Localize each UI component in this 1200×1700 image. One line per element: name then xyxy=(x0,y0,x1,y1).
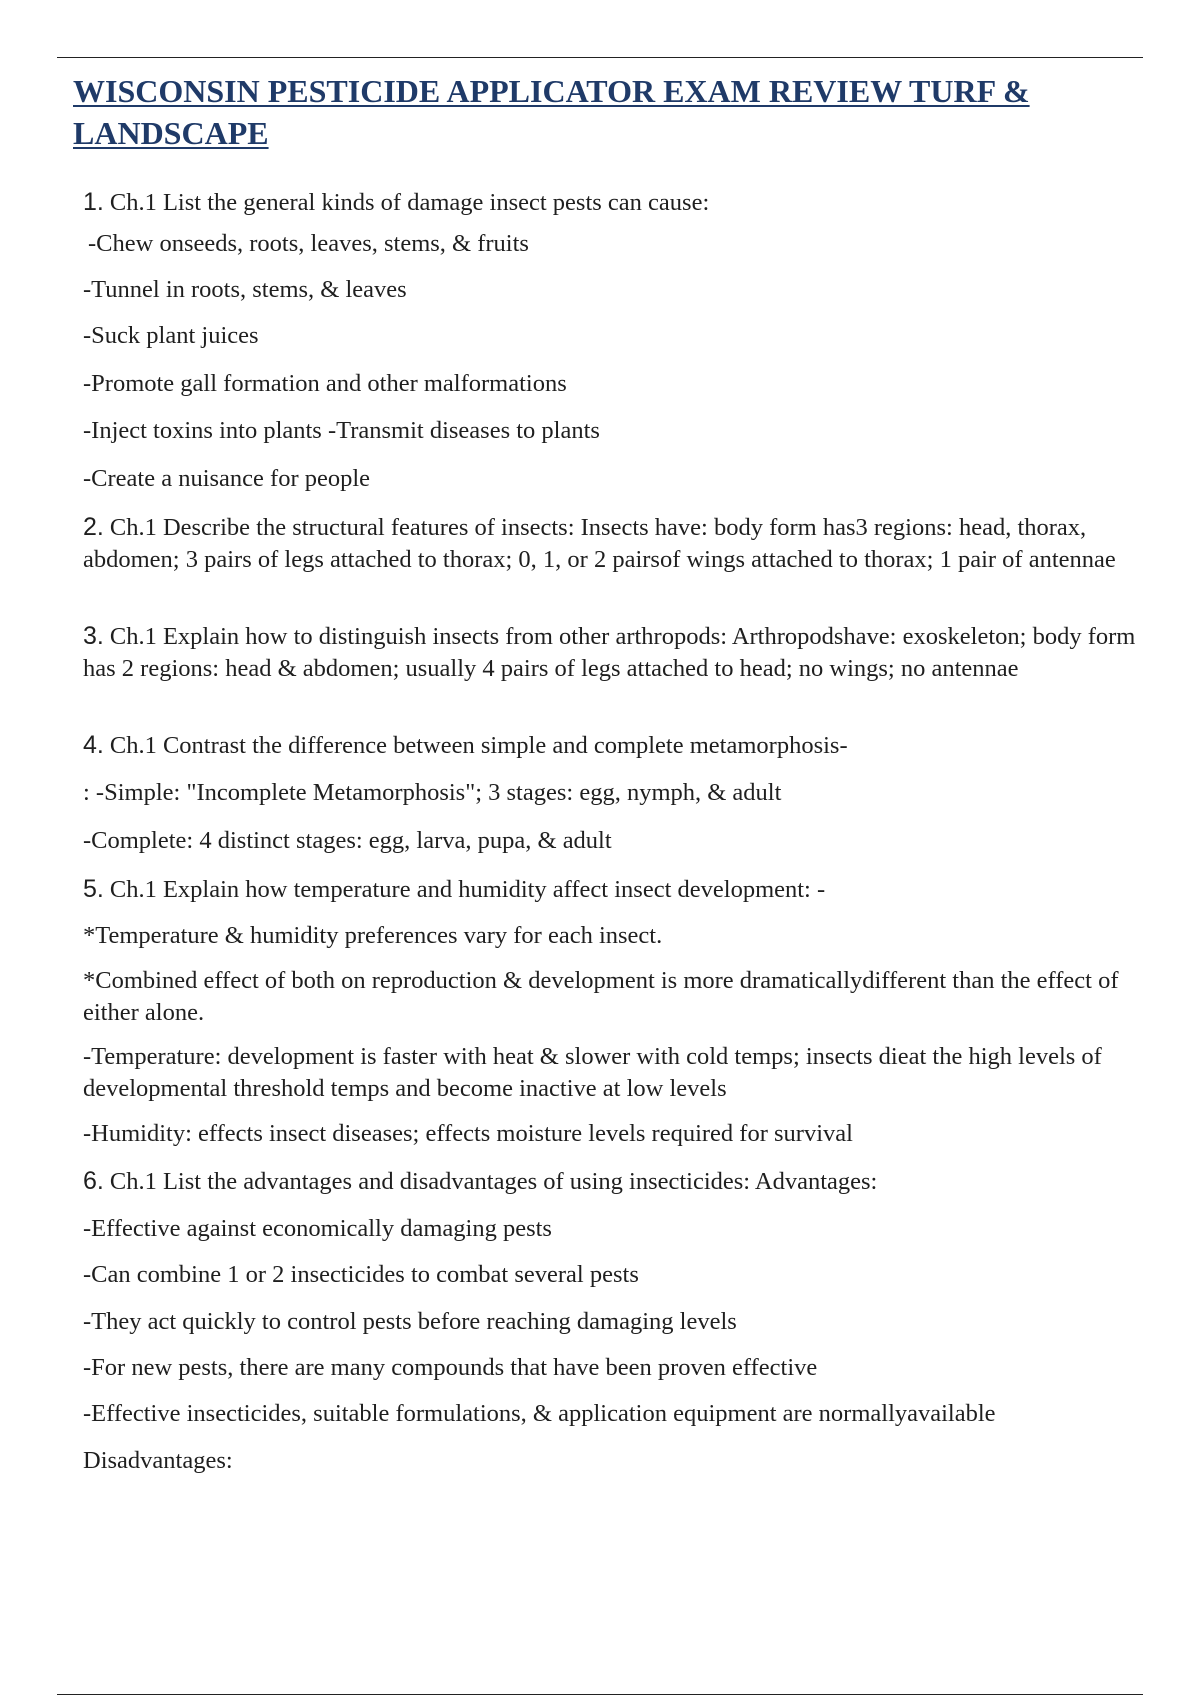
question-number: 1. xyxy=(83,188,104,216)
question-text: Ch.1 List the general kinds of damage insect pests can cause: xyxy=(109,189,710,216)
question-text: Ch.1 Explain how temperature and humidity affect insect development: - xyxy=(109,876,826,903)
answer-line: -Tunnel in roots, stems, & leaves xyxy=(83,276,407,303)
answer-line: -Suck plant juices xyxy=(83,322,259,349)
question-text: Ch.1 Explain how to distinguish insects from other arthropods: Arthropodshave: exoskeleton; body form has 2 regions: head & abdomen; usually 4 pairs of legs attached to head; no wings; no antennae xyxy=(83,623,1136,682)
answer-line: -Effective insecticides, suitable formulations, & application equipment are normallyavailable xyxy=(83,1400,996,1427)
answer-line: *Combined effect of both on reproduction & development is more dramaticallydifferent than the effect of either alone. xyxy=(83,967,1119,1026)
top-rule xyxy=(57,57,1143,58)
answer-line: -Can combine 1 or 2 insecticides to combat several pests xyxy=(83,1261,639,1288)
question-text: Ch.1 Describe the structural features of insects: Insects have: body form has3 regions: head, thorax, abdomen; 3 pairs of legs attached to thorax; 0, 1, or 2 pairsof wings attached to thorax; 1 pair of antennae xyxy=(83,514,1116,573)
question-number: 2. xyxy=(83,513,104,541)
question-text: Ch.1 Contrast the difference between simple and complete metamorphosis- xyxy=(109,732,848,759)
document-title: WISCONSIN PESTICIDE APPLICATOR EXAM REVIEW TURF & LANDSCAPE xyxy=(73,73,1030,151)
answer-line: -Complete: 4 distinct stages: egg, larva, pupa, & adult xyxy=(83,827,612,854)
answer-line: -Humidity: effects insect diseases; effects moisture levels required for survival xyxy=(83,1120,853,1147)
question-1 xyxy=(83,186,1153,219)
question-number: 4. xyxy=(83,731,104,759)
answer-line: -Effective against economically damaging pests xyxy=(83,1215,552,1242)
answer-line: -For new pests, there are many compounds that have been proven effective xyxy=(83,1354,818,1381)
disadvantages-heading: Disadvantages: xyxy=(83,1447,233,1474)
question-number: 3. xyxy=(83,622,104,650)
question-number: 6. xyxy=(83,1167,104,1195)
question-4 xyxy=(83,729,1153,762)
answer-line: : -Simple: "Incomplete Metamorphosis"; 3 stages: egg, nymph, & adult xyxy=(83,779,782,806)
bottom-rule xyxy=(57,1694,1143,1695)
question-6 xyxy=(83,1165,1153,1198)
answer-line: -Temperature: development is faster with heat & slower with cold temps; insects dieat the high levels of developmental threshold temps and become inactive at low levels xyxy=(83,1043,1102,1102)
question-2 xyxy=(83,511,1153,576)
answer-line: -Inject toxins into plants -Transmit diseases to plants xyxy=(83,417,600,444)
answer-line: -Create a nuisance for people xyxy=(83,465,371,492)
answer-line: -They act quickly to control pests before reaching damaging levels xyxy=(83,1308,737,1335)
answer-line: *Temperature & humidity preferences vary for each insect. xyxy=(83,922,663,949)
answer-line: -Chew onseeds, roots, leaves, stems, & fruits xyxy=(88,230,529,257)
question-3 xyxy=(83,620,1153,685)
question-number: 5. xyxy=(83,875,104,903)
question-text: Ch.1 List the advantages and disadvantages of using insecticides: Advantages: xyxy=(109,1168,878,1195)
question-5 xyxy=(83,873,1153,906)
answer-line: -Promote gall formation and other malformations xyxy=(83,370,567,397)
